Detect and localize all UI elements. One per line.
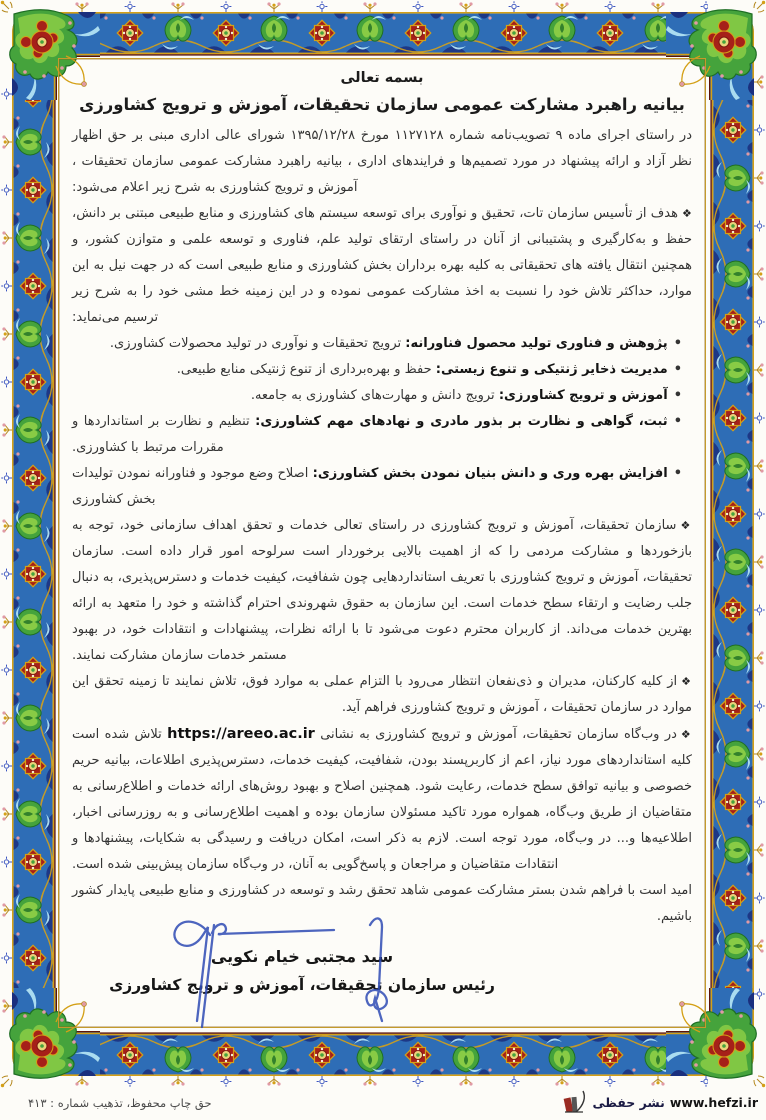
diamond-bullet-icon: ❖ [680, 728, 692, 741]
publisher-name: نشر حفظی [592, 1094, 665, 1110]
diamond-bullet-icon: ❖ [681, 675, 692, 688]
dot-bullet-icon: • [673, 336, 682, 351]
policy-bullet-productivity: •افزایش بهره وری و دانش بنیان نمودن بخش کشاورزی: اصلاح وضع موجود و فناورانه نمودن تولیدات بخش کشاورزی [72, 466, 682, 507]
dot-bullet-icon: • [673, 362, 682, 377]
publisher-logo-icon [563, 1090, 587, 1114]
inner-gilt-frame [58, 58, 706, 1028]
organization-url: https://areeo.ac.ir [167, 726, 315, 742]
ornate-border-right [708, 58, 766, 1030]
copyright-caption: حق چاپ محفوظ، تذهیب شماره : ۴۱۳ [28, 1096, 212, 1110]
policy-bullet-certification: •ثبت، گواهی و نظارت بر بذور مادری و نهادهای مهم کشاورزی: تنظیم و نظارت بر استانداردها و مقررات مرتبط با کشاورزی. [72, 414, 682, 455]
ornate-border-left [0, 58, 58, 1030]
staff-paragraph: ❖از کلیه کارکنان، مدیران و ذی‌نفعان انتظار می‌رود با التزام عملی به موارد فوق، تلاش نمایند تا زمینه تحقق این موارد در سازمان تحقیقات ، آموزش و ترویج کشاورزی فراهم آید. [72, 674, 692, 715]
signatory-name: سید مجتبی خیام نکویی [210, 947, 394, 966]
publisher-website: www.hefzi.ir [669, 1094, 758, 1110]
bullet-lead: ثبت، گواهی و نظارت بر بذور مادری و نهادهای مهم کشاورزی: [255, 414, 668, 429]
dot-bullet-icon: • [673, 414, 682, 429]
dot-bullet-icon: • [673, 466, 682, 481]
service-paragraph: ❖سازمان تحقیقات، آموزش و ترویج کشاورزی در راستای تعالی خدمات و تحقق اهداف سازمانی خود، توجه به بازخوردها و مشارکت مردمی را که از اهمیت بالایی برخوردار است سرلوحه امور قرار داده است. سازمان تحقیقات، آموزش و ترویج کشاورزی با تعریف استانداردهایی چون شفافیت، کیفیت خدمات و دسترس‌پذیری، به دنبال جلب رضایت و ارتقاء سطح خدمات است. این سازمان به حقوق شهروندی احترام گذاشته و خود را متعهد به ارائه بهترین خدمات می‌داند. از کاربران محترم دعوت می‌شود تا با ارائه نظرات، پیشنهادات و انتقادات خود، در بهبود مستمر خدمات سازمان مشارکت نمایند. [72, 518, 692, 663]
diamond-bullet-icon: ❖ [681, 207, 692, 220]
publisher-caption [563, 1090, 758, 1114]
bismillah-heading: بسمه تعالی [340, 70, 424, 86]
website-paragraph: ❖در وب‌گاه سازمان تحقیقات، آموزش و ترویج کشاورزی به نشانی https://areeo.ac.ir تلاش شده است کلیه استانداردهای مورد نیاز، اعم از کاربرپسند بودن، شفافیت، کیفیت خدمات، دسترس‌پذیری اطلاعات، بیانیه حریم خصوصی و بیانیه توافق سطح خدمات، رعایت شود. همچنین اصلاح و بهبود روش‌های ارائه خدمات و اطلاع‌رسانی به متقاضیان از طریق وب‌گاه، همواره مورد تاکید مسئولان سازمان بوده و اهمیت اطلاع‌رسانی و به روزرسانی اخبار، اطلاعیه‌ها و... در وب‌گاه، مورد توجه است. لازم به ذکر است، امکان دریافت و رسیدگی به شکایات، پیشنهادها و انتقادات متقاضیان و مراجعان و پاسخ‌گویی به آنان، در وب‌گاه سازمان پیش‌بینی شده است. [72, 726, 692, 872]
goal-paragraph: ❖هدف از تأسیس سازمان تات، تحقیق و نوآوری برای توسعه سیستم های کشاورزی و منابع طبیعی مبتنی بر دانش، حفظ و به‌کارگیری و پشتیبانی از آنان در راستای ارتقای تولید علم، فناوری و توسعه علمی و متوازن کشور، و همچنین انتقال یافته های تحقیقاتی به کلیه بهره برداران بخش کشاورزی و منابع طبیعی است که در جهت نیل به این موارد، حداکثر تلاش خود را نسبت به اخذ مشارکت عمومی نموده و در این زمینه خط مشی خود را به شرح زیر ترسیم می‌نماید: [72, 206, 692, 325]
document-body [59, 59, 705, 1027]
ornate-border-bottom [58, 1030, 708, 1088]
policy-bullet-education: •آموزش و ترویج کشاورزی: ترویج دانش و مهارت‌های کشاورزی به جامعه. [250, 388, 682, 403]
ornate-border-top [58, 0, 708, 58]
policy-bullet-research: •پژوهش و فناوری تولید محصول فناورانه: ترویج تحقیقات و نوآوری در تولید محصولات کشاورزی. [109, 336, 682, 351]
diamond-bullet-icon: ❖ [680, 519, 692, 532]
bullet-lead: پژوهش و فناوری تولید محصول فناورانه: [405, 336, 668, 351]
signature-block [102, 943, 502, 999]
policy-bullet-genetics: •مدیریت ذخایر ژنتیکی و تنوع زیستی: حفظ و بهره‌برداری از تنوع ژنتیکی منابع طبیعی. [176, 362, 682, 377]
bullet-lead: مدیریت ذخایر ژنتیکی و تنوع زیستی: [435, 362, 668, 377]
intro-paragraph: در راستای اجرای ماده ۹ تصویب‌نامه شماره ۱۱۲۷۱۲۸ مورخ ۱۳۹۵/۱۲/۲۸ شورای عالی اداری مبنی بر حق اظهار نظر آزاد و ارائه پیشنهاد در مورد تصمیم‌ها و فرایندهای اداری ، بیانیه راهبرد مشارکت عمومی سازمان تحقیقات ، آموزش و ترویج کشاورزی به شرح زیر اعلام می‌شود: [72, 128, 692, 195]
bullet-lead: افزایش بهره وری و دانش بنیان نمودن بخش کشاورزی: [312, 466, 668, 481]
document-title: بیانیه راهبرد مشارکت عمومی سازمان تحقیقات، آموزش و ترویج کشاورزی [79, 95, 685, 114]
dot-bullet-icon: • [673, 388, 682, 403]
signatory-role: رئیس سازمان تحقیقات، آموزش و ترویج کشاورزی [109, 976, 495, 994]
closing-paragraph: امید است با فراهم شدن بستر مشارکت عمومی شاهد تحقق رشد و توسعه در کشاورزی و منابع طبیعی پایدار کشور باشیم. [72, 883, 692, 924]
bullet-lead: آموزش و ترویج کشاورزی: [498, 388, 668, 403]
